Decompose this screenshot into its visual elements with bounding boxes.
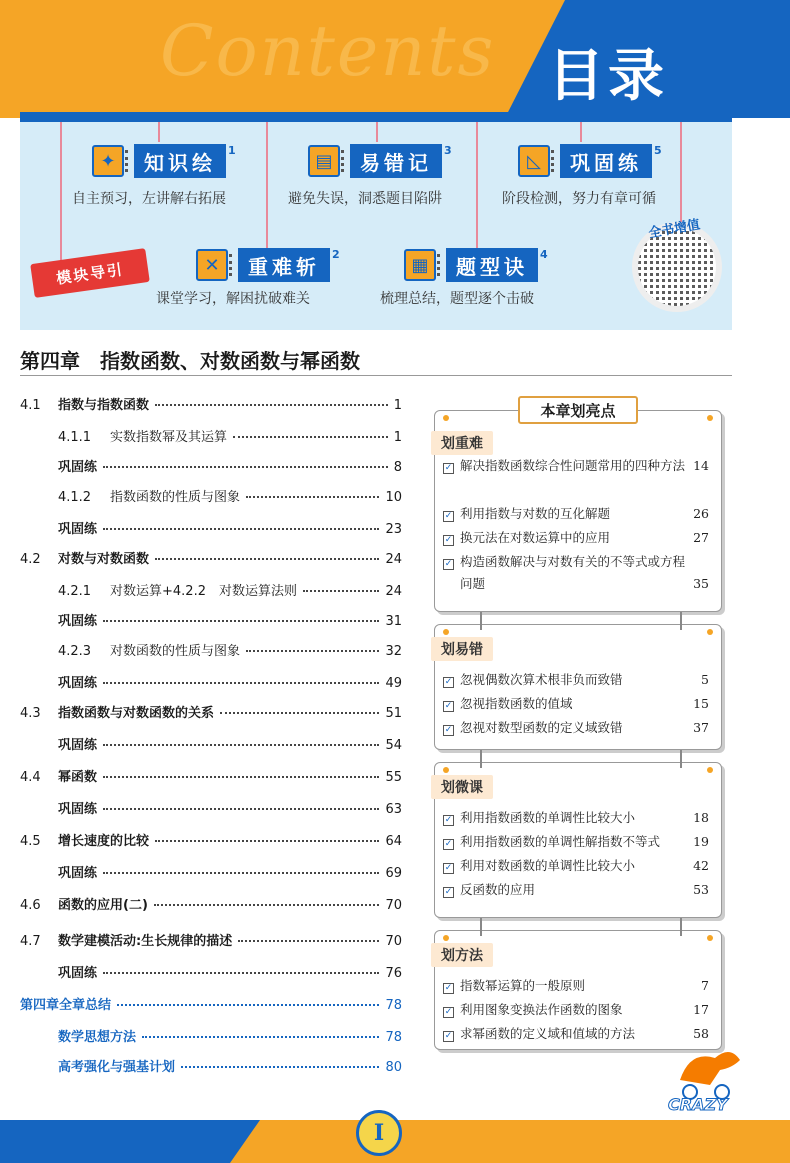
highlight-item[interactable] [443,693,709,715]
card-pin [443,629,449,635]
toc-page: 54 [385,738,402,753]
toc-entry[interactable] [20,930,402,949]
toc-page: 1 [393,398,402,413]
card-connector [680,612,682,630]
toc-entry[interactable] [58,1056,402,1075]
toc-text: 数学建模活动:生长规律的描述 [58,934,233,949]
module-question-types [404,248,548,282]
guide-line [376,122,378,142]
highlight-item[interactable] [443,503,709,525]
card-pin [707,629,713,635]
module-guide-badge: 模块导引 [30,248,150,298]
toc-text: 高考强化与强基计划 [58,1060,176,1075]
toc-text: 巩固练 [58,522,98,537]
highlight-item[interactable] [443,975,709,997]
highlight-text: 利用对数函数的单调性比较大小 [460,858,636,873]
toc-leader [103,972,379,974]
toc-entry[interactable] [58,580,402,599]
toc-leader [117,1004,379,1006]
card-pin [443,767,449,773]
card-connector [680,918,682,936]
toc-leader [220,712,379,714]
module-number: 2 [332,248,340,261]
toc-leader [103,776,379,778]
card-pin [707,415,713,421]
toc-leader [103,744,379,746]
toc-text: 幂函数 [58,770,98,785]
highlight-text: 利用指数函数的单调性比较大小 [460,810,636,825]
highlight-text: 利用指数与对数的互化解题 [460,506,611,521]
toc-page: 63 [385,802,402,817]
highlight-item[interactable] [443,879,709,901]
toc-page: 24 [385,584,402,599]
toc-page: 23 [385,522,402,537]
toc-text: 第四章全章总结 [20,998,112,1013]
highlight-page: 15 [693,696,709,711]
highlight-page: 18 [693,810,709,825]
toc-number: 4.2 [20,552,41,567]
toc-leader [103,528,379,530]
highlight-item[interactable] [443,999,709,1021]
watermark-text: Contents [160,10,496,92]
highlight-item[interactable] [443,455,709,477]
toc-entry[interactable] [58,962,402,981]
highlight-page: 14 [693,458,709,473]
toc-entry[interactable] [58,640,402,659]
toc-number: 4.3 [20,706,41,721]
toc-entry[interactable] [58,426,402,445]
toc-text: 巩固练 [58,866,98,881]
highlight-page: 26 [693,506,709,521]
toc-page: 70 [385,898,402,913]
check-icon: ✓ [444,535,453,545]
highlight-page: 5 [701,672,709,687]
toc-leader [142,1036,379,1038]
toc-entry[interactable] [20,548,402,567]
toc-entry[interactable] [20,394,402,413]
highlight-text: 换元法在对数运算中的应用 [460,530,611,545]
check-icon: ✓ [444,1007,453,1017]
cards-icon: ▤ [308,145,340,177]
toc-leader [238,940,379,942]
highlight-page: 17 [693,1002,709,1017]
check-icon: ✓ [444,511,453,521]
highlight-text: 忽视指数函数的值域 [460,696,573,711]
card-pin [443,415,449,421]
toc-page: 78 [385,1030,402,1045]
toc-page: 64 [385,834,402,849]
toc-leader [155,404,388,406]
toc-leader [103,682,379,684]
toc-entry[interactable] [58,1026,402,1045]
toc-entry[interactable] [20,702,402,721]
check-icon: ✓ [444,463,453,473]
guide-line [580,122,582,142]
toc-page: 1 [393,430,402,445]
ruler-icon: ◺ [518,145,550,177]
card-connector [480,918,482,936]
toc-leader [246,496,379,498]
book-icon: ▦ [404,249,436,281]
highlight-text: 忽视偶数次算术根非负而致错 [460,672,623,687]
toc-number: 4.1.2 [58,490,92,505]
toc-number: 4.1.1 [58,430,92,445]
toc-leader [181,1066,379,1068]
divider [20,375,732,376]
toc-entry[interactable] [58,798,402,817]
toc-text: 巩固练 [58,460,98,475]
toc-number: 4.7 [20,934,41,949]
highlight-page: 53 [693,882,709,897]
highlight-card [434,762,722,918]
toc-text: 数学思想方法 [58,1030,137,1045]
highlight-page: 35 [693,576,709,591]
highlight-text: 解决指数函数综合性问题常用的四种方法 [460,458,686,473]
toc-text: 巩固练 [58,966,98,981]
toc-page: 24 [385,552,402,567]
toc-page: 49 [385,676,402,691]
card-pin [707,767,713,773]
module-guide-panel [20,112,732,330]
fox-mascot-icon [660,1040,750,1100]
toc-text: 函数的应用(二) [58,898,148,913]
toc-text: 巩固练 [58,802,98,817]
toc-page: 8 [393,460,402,475]
module-knowledge [92,144,236,178]
header-banner [0,0,790,118]
toc-entry[interactable] [58,862,402,881]
highlight-item[interactable] [443,669,709,691]
toc-number: 4.2.1 [58,584,92,599]
card-connector [480,750,482,768]
toc-leader [103,808,379,810]
highlight-page: 42 [693,858,709,873]
toc-text: 对数与对数函数 [58,552,150,567]
highlight-item[interactable] [443,831,709,853]
toc-entry[interactable] [20,830,402,849]
guide-line [60,122,62,267]
highlight-item[interactable] [443,527,709,549]
module-number: 5 [654,144,662,157]
module-number: 1 [228,144,236,157]
card-connector [480,612,482,630]
toc-text: 巩固练 [58,738,98,753]
check-icon: ✓ [444,887,453,897]
toc-entry[interactable] [58,456,402,475]
highlight-text: 指数幂运算的一般原则 [460,978,586,993]
highlight-item[interactable] [443,855,709,877]
toc-page: 69 [385,866,402,881]
highlights-title: 本章划亮点 [518,396,638,424]
module-number: 4 [540,248,548,261]
toc-page: 76 [385,966,402,981]
highlight-page: 58 [693,1026,709,1041]
highlight-item[interactable] [443,717,709,739]
toc-entry[interactable] [20,894,402,913]
highlight-card [434,410,722,612]
toc-leader [103,620,379,622]
check-icon: ✓ [444,725,453,735]
check-icon: ✓ [444,701,453,711]
toc-number: 4.1 [20,398,41,413]
module-label: 知识绘 [134,144,226,178]
highlight-text: 利用图象变换法作函数的图象 [460,1002,623,1017]
module-label: 巩固练 [560,144,652,178]
check-icon: ✓ [444,863,453,873]
module-desc: 课堂学习，解困扰破难关 [156,291,310,307]
highlight-item[interactable] [443,551,709,595]
highlight-page: 37 [693,720,709,735]
tools-icon: ✕ [196,249,228,281]
highlight-item[interactable] [443,807,709,829]
toc-page: 51 [385,706,402,721]
toc-number: 4.4 [20,770,41,785]
page-title: 目录 [548,44,668,109]
highlight-card [434,624,722,750]
highlight-section-head: 划易错 [431,637,493,661]
module-label: 重难斩 [238,248,330,282]
toc-text: 巩固练 [58,676,98,691]
toc-page: 70 [385,934,402,949]
card-connector [680,750,682,768]
toc-page: 55 [385,770,402,785]
toc-entry[interactable] [20,766,402,785]
toc-number: 4.2.3 [58,644,92,659]
toc-leader [155,840,379,842]
module-number: 3 [444,144,452,157]
toc-entry[interactable] [58,486,402,505]
module-desc: 自主预习，左讲解右拓展 [72,191,226,207]
module-practice [518,144,662,178]
highlight-section-head: 划微课 [431,775,493,799]
toc-leader [155,558,379,560]
module-label: 易错记 [350,144,442,178]
highlight-section-head: 划重难 [431,431,493,455]
toc-number: 4.5 [20,834,41,849]
toc-page: 31 [385,614,402,629]
toc-number: 4.6 [20,898,41,913]
toc-leader [103,872,379,874]
toc-leader [246,650,379,652]
module-desc: 梳理总结，题型逐个击破 [380,291,534,307]
toc-leader [233,436,388,438]
toc-entry[interactable] [58,518,402,537]
toc-entry[interactable] [58,734,402,753]
guide-line [476,122,478,252]
highlight-text: 求幂函数的定义域和值域的方法 [460,1026,636,1041]
check-icon: ✓ [444,559,453,569]
toc-leader [103,466,388,468]
toc-page: 10 [385,490,402,505]
highlight-text: 反函数的应用 [460,882,536,897]
check-icon: ✓ [444,839,453,849]
module-label: 题型诀 [446,248,538,282]
guide-line [266,122,268,252]
guide-line [680,122,682,222]
toc-text: 指数与指数函数 [58,398,150,413]
toc-text: 实数指数幂及其运算 [110,430,228,445]
module-mistakes [308,144,452,178]
toc-page: 78 [385,998,402,1013]
highlight-text: 利用指数函数的单调性解指数不等式 [460,834,661,849]
highlight-card [434,930,722,1050]
module-desc: 阶段检测，努力有章可循 [502,191,656,207]
highlight-page: 19 [693,834,709,849]
toc-page: 32 [385,644,402,659]
toc-text: 巩固练 [58,614,98,629]
highlight-page: 27 [693,530,709,545]
check-icon: ✓ [444,677,453,687]
check-icon: ✓ [444,1031,453,1041]
toc-page: 80 [385,1060,402,1075]
highlight-text: 忽视对数型函数的定义域致错 [460,720,623,735]
brand-logo: CRAZY [668,1095,728,1114]
guide-line [158,122,160,142]
toc-text: 对数运算+4.2.2 对数运算法则 [110,584,297,599]
toc-text: 对数函数的性质与图象 [110,644,241,659]
highlight-page: 7 [701,978,709,993]
check-icon: ✓ [444,815,453,825]
toc-leader [303,590,379,592]
module-desc: 避免失误，洞悉题目陷阱 [288,191,442,207]
page-number-badge: I [356,1110,402,1156]
card-pin [443,935,449,941]
toc-entry[interactable] [20,994,402,1013]
module-difficult [196,248,340,282]
toc-entry[interactable] [58,672,402,691]
check-icon: ✓ [444,983,453,993]
toc-text: 增长速度的比较 [58,834,150,849]
chapter-title: 第四章 指数函数、对数函数与幂函数 [20,349,360,373]
highlight-text: 构造函数解决与对数有关的不等式或方程问题 [460,554,686,591]
toc-text: 指数函数与对数函数的关系 [58,706,215,721]
toc-text: 指数函数的性质与图象 [110,490,241,505]
qr-title: 全书增值 [647,217,702,242]
lightbulb-icon: ✦ [92,145,124,177]
guide-top-bar [20,112,732,122]
card-pin [707,935,713,941]
highlight-section-head: 划方法 [431,943,493,967]
toc-entry[interactable] [58,610,402,629]
toc-leader [154,904,380,906]
